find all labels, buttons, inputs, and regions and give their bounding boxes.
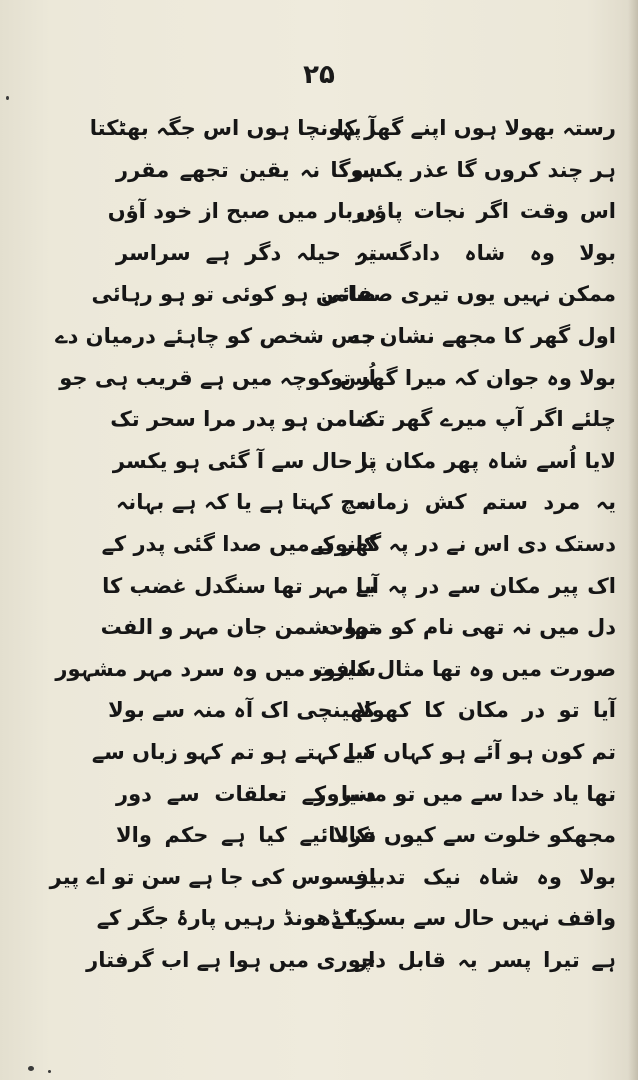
verse-line: دربار میں صبح از خود آؤں — [107, 199, 376, 224]
ink-speck — [28, 1066, 34, 1071]
verse-line: جس شخص کو چاہئے درمیان دے — [55, 323, 376, 348]
verse-line: اُس کوچہ میں ہے قریب ہی جو — [59, 365, 376, 390]
ink-speck — [48, 1070, 51, 1073]
verse-line: فرمائیے کیا ہے حکم والا — [116, 823, 376, 848]
verse-line: رستہ بھولا ہوں اپنے گھر کا — [336, 116, 616, 140]
verse-line: آ پہونچا ہوں اس جگہ بھٹکتا — [89, 116, 376, 140]
verse-line: یہ مرد ستم کش زمانہ — [356, 490, 616, 515]
verse-line: دنیا کے تعلقات سے دور — [116, 781, 376, 806]
verse-line: اول گھر کا مجھے نشان دے — [349, 323, 616, 348]
poem-column-left — [49, 108, 376, 981]
verse-line: واقف نہیں حال سے بسر کے — [331, 906, 616, 931]
verse-line: کھینچی اک آہ منہ سے بولا — [108, 698, 376, 723]
verse-line: کانوں میں صدا گئی پدر کے — [101, 531, 376, 556]
page-edge-shadow — [628, 0, 638, 1080]
verse-line: اس وقت اگر نجات پاؤں — [356, 199, 616, 224]
verse-line: آیا تو در مکان کا کھولا — [356, 698, 616, 723]
verse-line: دستک دی اس نے در پہ گھر کے — [310, 531, 616, 556]
verse-line: مجھکو خلوت سے کیوں نکالا — [332, 823, 616, 848]
verse-line: کیا کہتے ہو تم کہو زباں سے — [91, 739, 376, 764]
ink-speck — [6, 96, 9, 100]
verse-line: بولا وہ شاہ نیک تدبیر — [356, 864, 616, 889]
verse-line: صورت میں وہ تھا مثال کافور — [310, 656, 616, 681]
verse-line: ہر چند کروں گا عذر یکسر — [348, 157, 616, 182]
verse-line: بولا وہ جوان کہ میرا گھر تو — [330, 365, 616, 390]
page-number: ۲۵ — [303, 60, 335, 90]
verse-line: سچ کہتا ہے یا کہ ہے بہانہ — [116, 490, 376, 515]
verse-line: کیا ڈھونڈ رہیں پارۂ جگر کے — [96, 906, 376, 931]
verse-line: ممکن نہیں یوں تیری صفائی — [320, 282, 616, 307]
verse-line: تھا یاد خدا سے میں تو مسرور — [314, 781, 616, 806]
verse-line: چلئے اگر آپ میرے گھر تک — [356, 407, 616, 432]
verse-line: لایا اُسے شاہ پھر مکان پر — [356, 448, 616, 473]
poem-column-right — [310, 108, 616, 981]
verse-line: دل میں نہ تھی نام کو مروت — [322, 615, 616, 640]
verse-line: اک پیر مکان سے در پہ آیا — [356, 573, 616, 598]
verse-line: افسوس کی جا ہے سن تو اے پیر — [49, 864, 376, 889]
verse-line: بے مہر تھا سنگدل غضب کا — [102, 573, 376, 598]
verse-line: ہوگا نہ یقین تجھے مقرر — [116, 157, 376, 182]
verse-line: یہ حیلہ دگر ہے سراسر — [116, 240, 376, 265]
verse-line: ضامن ہو پدر مرا سحر تک — [110, 407, 376, 432]
verse-line: بولا وہ شاہ دادگستر — [356, 240, 616, 265]
verse-line: سیرت میں وہ سرد مہر مشہور — [55, 656, 376, 681]
verse-line: چوری میں ہوا ہے اب گرفتار — [86, 947, 376, 972]
verse-line: تم کون ہو آئے ہو کہاں سے — [342, 739, 616, 764]
verse-line: ضامن ہو کوئی تو ہو رہائی — [91, 282, 376, 307]
verse-line: تا حال سے آ گئی ہو یکسر — [112, 448, 376, 473]
verse-line: تھا دشمن جان مہر و الفت — [100, 615, 376, 640]
verse-line: ہے تیرا پسر یہ قابل دار — [356, 947, 616, 972]
